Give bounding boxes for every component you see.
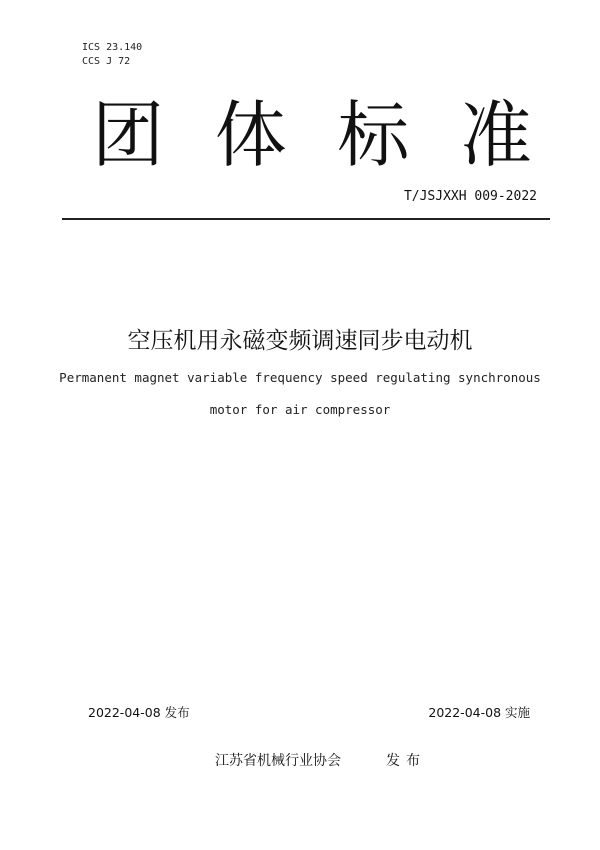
publisher-action: 发布 xyxy=(386,753,426,769)
issue-date: 2022-04-08 发布 xyxy=(88,705,190,720)
english-title-line-2: motor for air compressor xyxy=(209,402,391,417)
standard-number: T/JSJXXH 009-2022 xyxy=(403,189,537,204)
title-char-1: 团 xyxy=(92,93,165,177)
title-char-3: 标 xyxy=(337,93,410,177)
implementation-date: 2022-04-08 实施 xyxy=(428,705,530,720)
classification-codes xyxy=(82,41,142,69)
chinese-title: 空压机用永磁变频调速同步电动机 xyxy=(127,328,473,354)
ccs-code: CCS J 72 xyxy=(82,56,131,67)
ics-code: ICS 23.140 xyxy=(82,42,143,53)
english-title-line-1: Permanent magnet variable frequency speed regulating synchronous xyxy=(59,370,541,385)
document-type-title xyxy=(92,92,532,178)
header-divider xyxy=(62,218,550,220)
title-char-2: 体 xyxy=(214,93,287,177)
publisher-name: 江苏省机械行业协会 xyxy=(215,753,341,769)
title-char-4: 准 xyxy=(459,93,532,177)
